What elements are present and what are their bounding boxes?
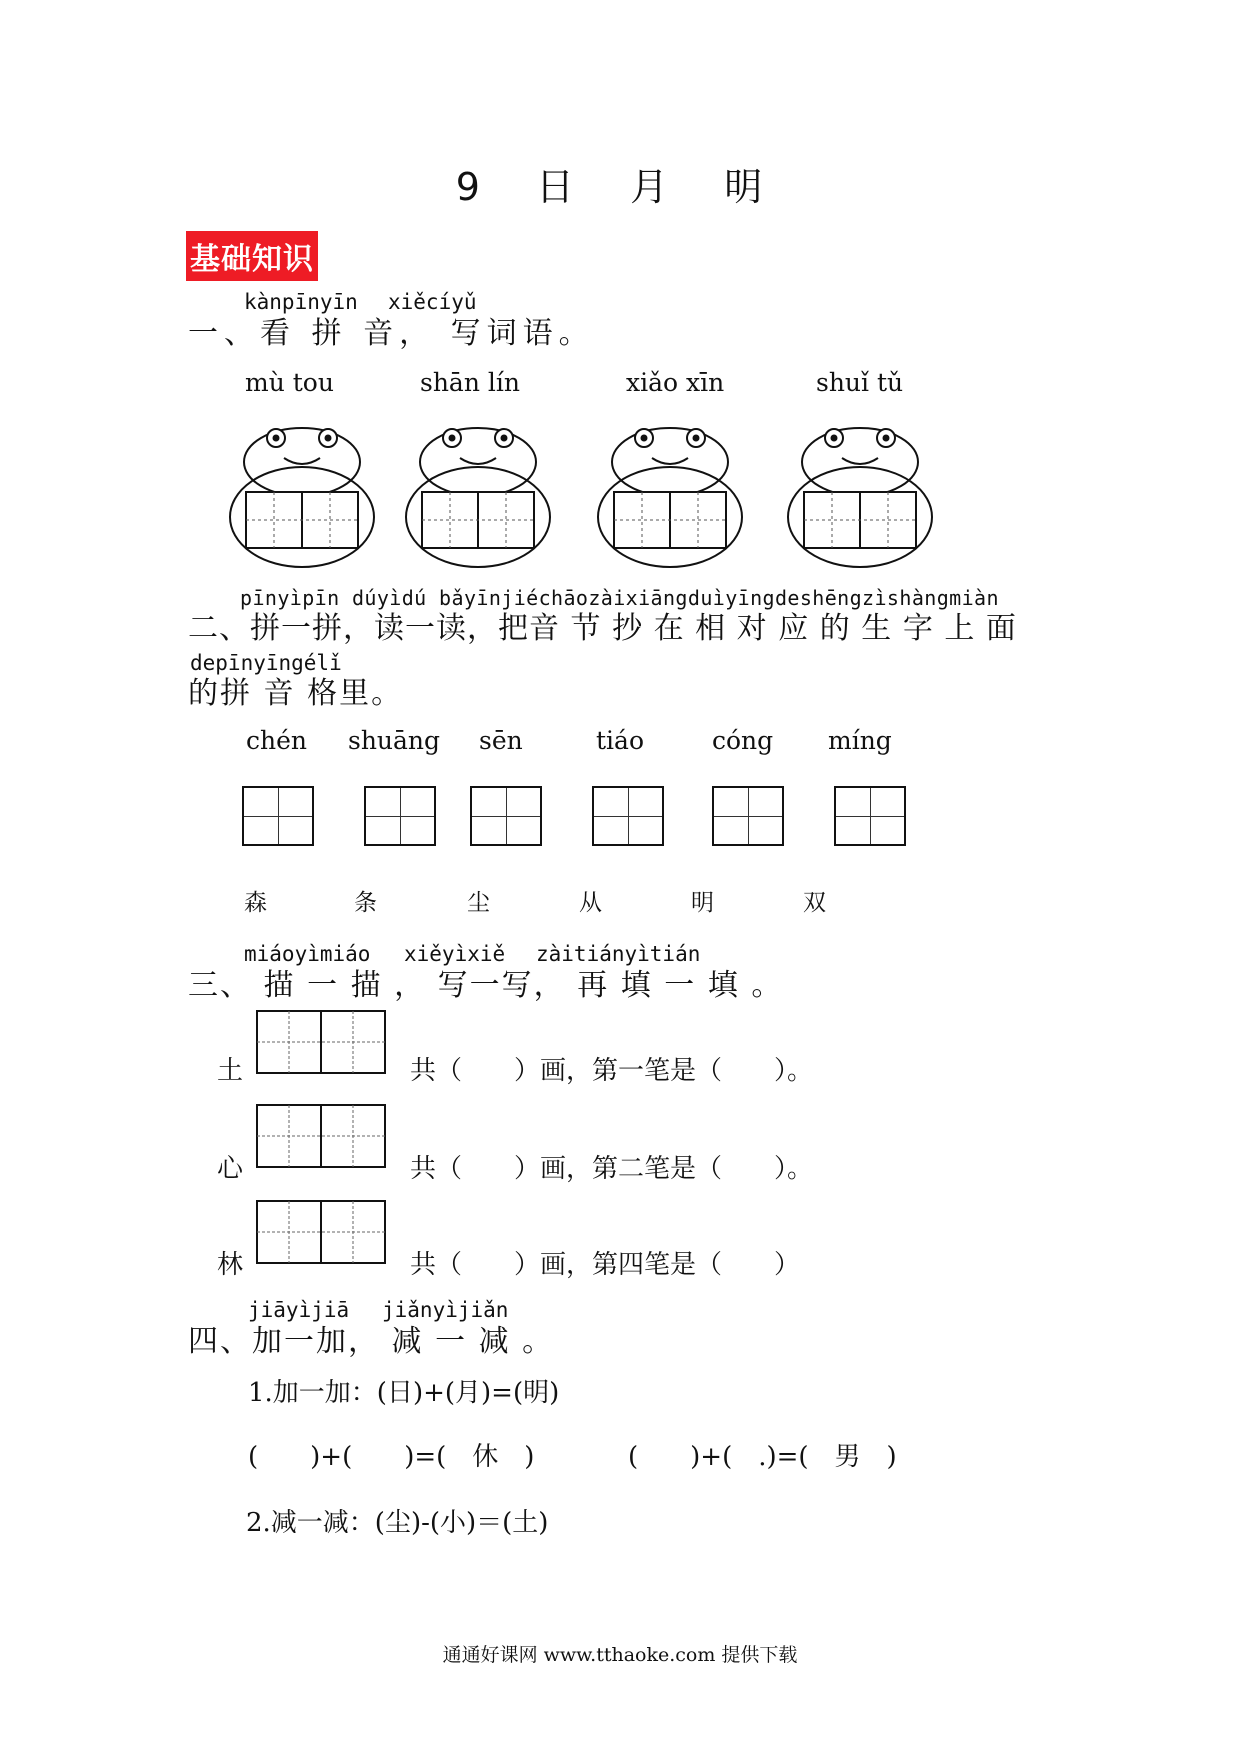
pinyin-annotation: xiěcíyǔ (388, 290, 477, 314)
tracing-grid[interactable] (256, 1104, 386, 1168)
frog-writing-box-icon[interactable] (780, 412, 940, 572)
tracing-grid[interactable] (256, 1200, 386, 1264)
character-option: 从 (579, 890, 602, 916)
pinyin-annotation: depīnyīngélǐ (190, 651, 342, 675)
syllable-pinyin: tiáo (596, 726, 644, 755)
trace-character: 土 (217, 1056, 244, 1086)
section2-heading-continued: 的拼 音 格里。 (188, 676, 404, 711)
pinyin-annotation: jiāyìjiā (248, 1298, 350, 1322)
section2-heading: 二、拼一拼，读一读，把音 节 抄 在 相 对 应 的 生 字 上 面 (188, 611, 1017, 646)
stroke-question: 共（ ）画，第二笔是（ ）。 (410, 1154, 814, 1184)
character-option: 尘 (467, 890, 490, 916)
character-option: 森 (244, 890, 267, 916)
section3-heading: 三、 描 一 描 ， 写一写， 再 填 一 填 。 (188, 968, 784, 1003)
pinyin-writing-box[interactable] (834, 786, 906, 846)
syllable-pinyin: chén (246, 726, 307, 755)
syllable-pinyin: sēn (479, 726, 523, 755)
frog-writing-box-icon[interactable] (222, 412, 382, 572)
add-exercise: ( )+( .)=( 男 ) (628, 1442, 897, 1472)
pinyin-annotation: kànpīnyīn (244, 290, 358, 314)
tracing-grid[interactable] (256, 1010, 386, 1074)
word-pinyin: mù tou (245, 368, 334, 397)
stroke-question: 共（ ）画，第四笔是（ ） (410, 1250, 801, 1280)
footer-credit: 通通好课网 www.tthaoke.com 提供下载 (442, 1644, 798, 1666)
pinyin-writing-box[interactable] (592, 786, 664, 846)
section4-heading: 四、加一加， 减 一 减 。 (188, 1324, 555, 1359)
pinyin-annotation: xiěyìxiě (404, 942, 506, 966)
add-exercise: ( )+( )=( 休 ) (248, 1442, 535, 1472)
pinyin-writing-box[interactable] (364, 786, 436, 846)
section1-heading: 一、看 拼 音， 写词语。 (188, 316, 595, 351)
syllable-pinyin: shuāng (348, 726, 441, 755)
syllable-pinyin: míng (828, 726, 892, 755)
page-title: 9 日 月 明 (455, 165, 785, 209)
frog-writing-box-icon[interactable] (398, 412, 558, 572)
pinyin-annotation: pīnyìpīn dúyìdú bǎyīnjiéchāozàixiāngduìyīngdeshēngzìshàngmiàn (240, 586, 999, 610)
character-option: 明 (691, 890, 714, 916)
pinyin-annotation: jiǎnyìjiǎn (382, 1298, 509, 1322)
word-pinyin: xiǎo xīn (626, 368, 725, 397)
trace-character: 林 (217, 1250, 244, 1280)
stroke-question: 共（ ）画，第一笔是（ ）。 (410, 1056, 814, 1086)
pinyin-writing-box[interactable] (712, 786, 784, 846)
pinyin-writing-box[interactable] (242, 786, 314, 846)
character-option: 条 (354, 890, 377, 916)
trace-character: 心 (217, 1154, 244, 1184)
subtract-example: 2.减一减：(尘)-(小)＝(土) (246, 1508, 549, 1538)
add-example: 1.加一加：(日)+(月)=(明) (248, 1378, 560, 1408)
pinyin-annotation: zàitiányìtián (536, 942, 701, 966)
word-pinyin: shuǐ tǔ (816, 368, 904, 397)
word-pinyin: shān lín (420, 368, 520, 397)
section-badge: 基础知识 (186, 231, 318, 281)
pinyin-writing-box[interactable] (470, 786, 542, 846)
character-option: 双 (803, 890, 826, 916)
frog-writing-box-icon[interactable] (590, 412, 750, 572)
syllable-pinyin: cóng (712, 726, 774, 755)
pinyin-annotation: miáoyìmiáo (244, 942, 371, 966)
